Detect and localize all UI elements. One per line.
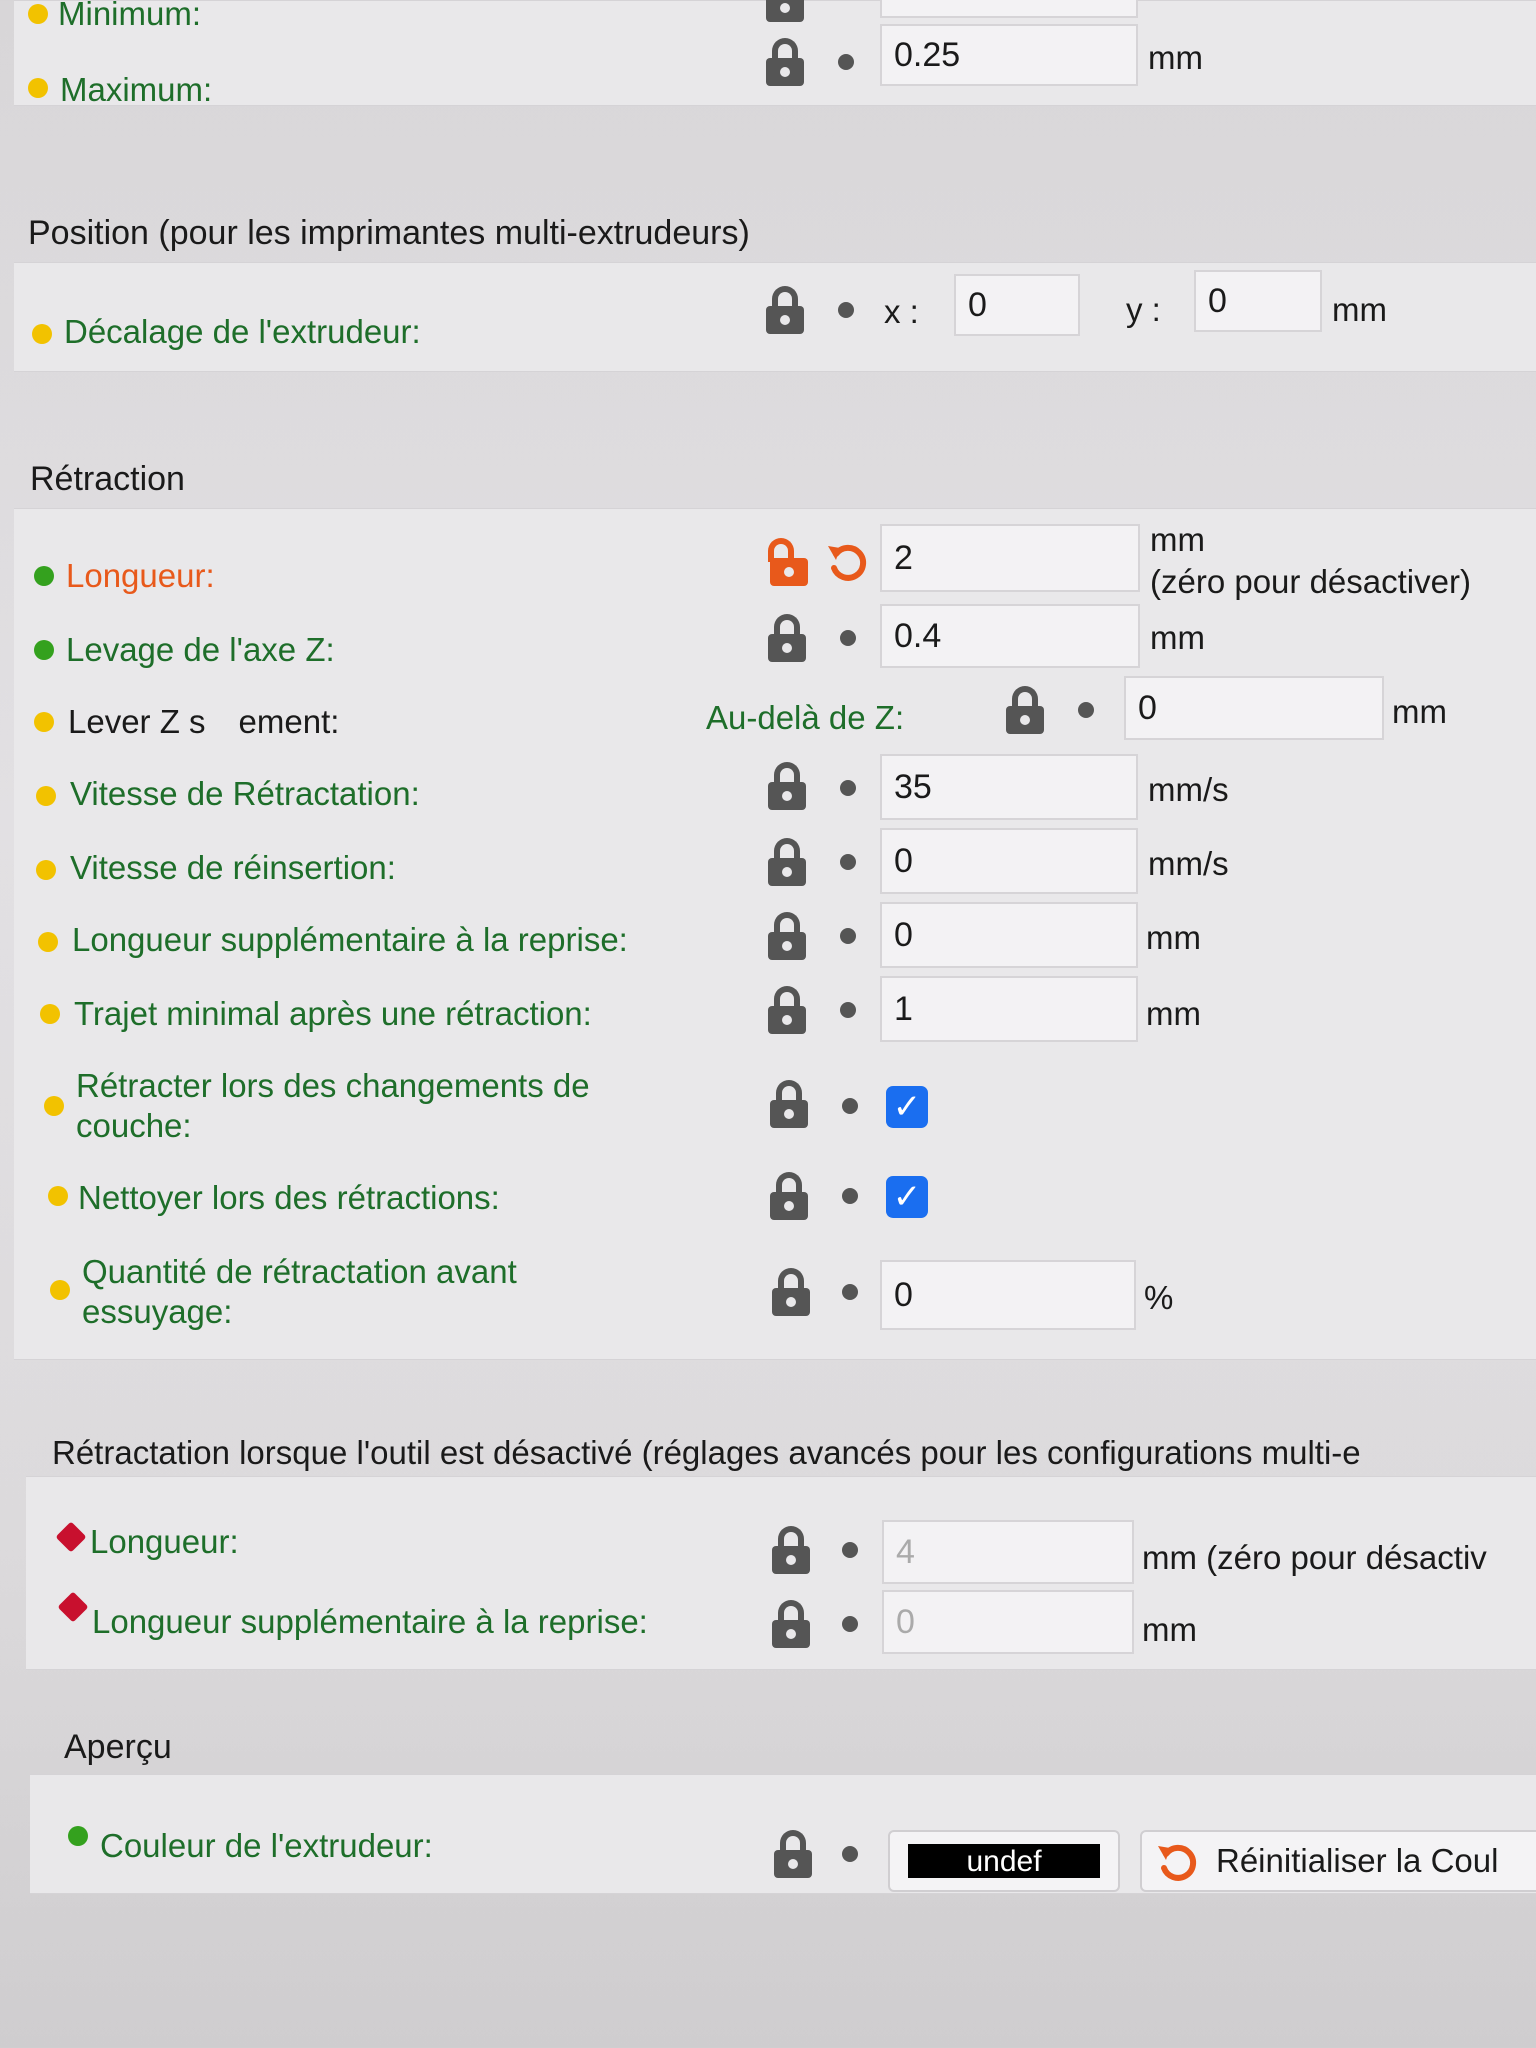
maximum-unit: mm [1148, 39, 1203, 76]
bullet-icon [840, 1002, 856, 1018]
lock-icon[interactable] [1006, 686, 1044, 734]
retract-length-unit: mm [1150, 521, 1205, 558]
lift-above-z-unit: mm [1392, 693, 1447, 730]
toolchange-length-input[interactable] [882, 1520, 1134, 1584]
bullet-icon [842, 1188, 858, 1204]
toolchange-section-title: Rétractation lorsque l'outil est désactivé (réglages avancés pour les configurations multi-e [52, 1434, 1361, 1471]
lock-icon[interactable] [774, 1830, 812, 1878]
deretract-speed-label: Vitesse de réinsertion: [70, 849, 396, 886]
retract-speed-label: Vitesse de Rétractation: [70, 775, 420, 812]
offset-x-label: x : [884, 293, 919, 330]
retract-before-wipe-input[interactable] [880, 1260, 1136, 1330]
bullet-icon [838, 54, 854, 70]
status-dot-green [34, 566, 54, 586]
bullet-icon [840, 854, 856, 870]
offset-x-input[interactable] [954, 274, 1080, 336]
min-travel-input[interactable] [880, 976, 1138, 1042]
lock-icon[interactable] [768, 838, 806, 886]
lock-icon[interactable] [768, 986, 806, 1034]
position-section-title: Position (pour les imprimantes multi-extrudeurs) [28, 214, 750, 252]
status-dot-green [68, 1826, 88, 1846]
status-dot-yellow [50, 1280, 70, 1300]
retract-layer-change-label: Rétracter lors des changements de couche: [76, 1067, 590, 1144]
toolchange-length-label: Longueur: [90, 1523, 239, 1560]
status-dot-yellow [38, 932, 58, 952]
bullet-icon [842, 1846, 858, 1862]
status-dot-yellow [28, 4, 48, 24]
deretract-speed-input[interactable] [880, 828, 1138, 894]
restart-extra-label: Longueur supplémentaire à la reprise: [72, 921, 628, 958]
status-dot-yellow [36, 786, 56, 806]
toolchange-restart-extra-unit: mm [1142, 1611, 1197, 1648]
unlock-icon[interactable] [770, 538, 808, 586]
maximum-label: Maximum: [60, 71, 213, 108]
lock-icon[interactable] [770, 1080, 808, 1128]
min-travel-unit: mm [1146, 995, 1201, 1032]
retract-length-label: Longueur: [66, 557, 215, 594]
retract-speed-input[interactable] [880, 754, 1138, 820]
reset-color-label: Réinitialiser la Coul [1216, 1842, 1499, 1879]
retract-layer-change-checkbox[interactable]: ✓ [886, 1086, 928, 1128]
status-dot-yellow [32, 324, 52, 344]
status-dot-green [34, 640, 54, 660]
bullet-icon [840, 630, 856, 646]
lock-icon[interactable] [772, 1600, 810, 1648]
deretract-speed-unit: mm/s [1148, 845, 1229, 882]
bullet-icon [842, 1542, 858, 1558]
toolchange-restart-extra-label: Longueur supplémentaire à la reprise: [92, 1603, 648, 1640]
extruder-color-swatch: undef [908, 1844, 1100, 1878]
bullet-icon [840, 780, 856, 796]
reset-color-button[interactable] [1140, 1830, 1536, 1892]
status-dot-yellow [34, 712, 54, 732]
lock-icon[interactable] [766, 286, 804, 334]
lock-icon[interactable] [766, 38, 804, 86]
lock-icon[interactable] [772, 1526, 810, 1574]
lock-icon[interactable] [768, 762, 806, 810]
lift-z-label: Levage de l'axe Z: [66, 631, 335, 668]
undo-icon[interactable] [826, 540, 870, 584]
retract-length-note: (zéro pour désactiver) [1150, 563, 1471, 600]
restart-extra-input[interactable] [880, 902, 1138, 968]
minimum-label: Minimum: [58, 0, 202, 32]
undo-icon [1156, 1840, 1200, 1884]
bullet-icon [1078, 702, 1094, 718]
lift-above-z-input[interactable] [1124, 676, 1384, 740]
above-z-label: Au-delà de Z: [706, 699, 905, 736]
wipe-checkbox[interactable]: ✓ [886, 1176, 928, 1218]
bullet-icon [838, 302, 854, 318]
offset-unit: mm [1332, 291, 1387, 328]
lift-z-only-label: Lever Z s ement: [68, 703, 340, 740]
bullet-icon [842, 1616, 858, 1632]
extruder-offset-label: Décalage de l'extrudeur: [64, 313, 421, 350]
wipe-label: Nettoyer lors des rétractions: [78, 1179, 500, 1216]
extruder-color-button[interactable] [888, 1830, 1120, 1892]
lock-icon[interactable] [768, 912, 806, 960]
retract-speed-unit: mm/s [1148, 771, 1229, 808]
lock-icon[interactable] [768, 614, 806, 662]
status-dot-yellow [44, 1096, 64, 1116]
retract-length-input[interactable] [880, 524, 1140, 592]
status-dot-yellow [28, 78, 48, 98]
retraction-section-title: Rétraction [30, 460, 185, 498]
lock-icon[interactable] [766, 0, 804, 22]
retract-before-wipe-label: Quantité de rétractation avant essuyage: [82, 1253, 517, 1330]
lift-z-unit: mm [1150, 619, 1205, 656]
maximum-input[interactable] [880, 24, 1138, 86]
bullet-icon [842, 1098, 858, 1114]
lock-icon[interactable] [770, 1172, 808, 1220]
extruder-color-label: Couleur de l'extrudeur: [100, 1827, 433, 1864]
offset-y-label: y : [1126, 291, 1161, 328]
preview-section-title: Aperçu [64, 1728, 172, 1766]
minimum-input[interactable] [880, 0, 1138, 18]
status-dot-yellow [40, 1004, 60, 1024]
status-dot-yellow [48, 1186, 68, 1206]
restart-extra-unit: mm [1146, 919, 1201, 956]
retract-before-wipe-unit: % [1144, 1279, 1174, 1316]
toolchange-length-unit: mm (zéro pour désactiv [1142, 1539, 1487, 1576]
bullet-icon [840, 928, 856, 944]
toolchange-restart-extra-input[interactable] [882, 1590, 1134, 1654]
lock-icon[interactable] [772, 1268, 810, 1316]
status-dot-yellow [36, 860, 56, 880]
lift-z-input[interactable] [880, 604, 1140, 668]
min-travel-label: Trajet minimal après une rétraction: [74, 995, 592, 1032]
offset-y-input[interactable] [1194, 270, 1322, 332]
bullet-icon [842, 1284, 858, 1300]
